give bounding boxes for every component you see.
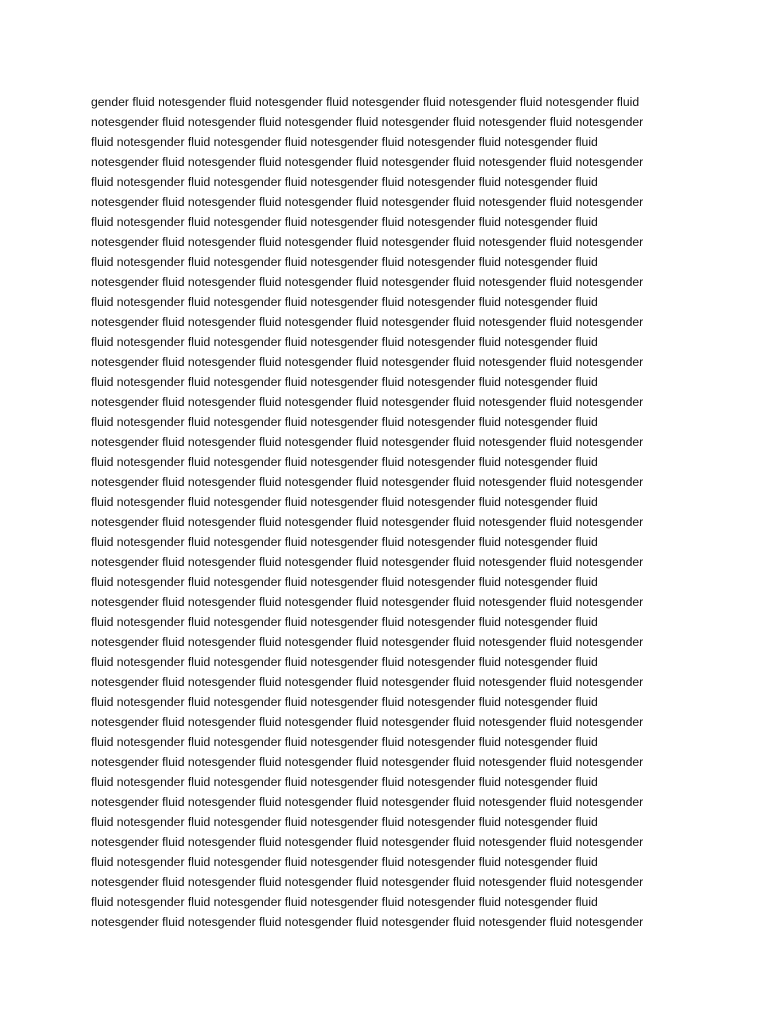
text-line: notesgender fluid notesgender fluid notesgender fluid notesgender fluid notesgender fluid notesgender [91,315,644,329]
text-line: fluid notesgender fluid notesgender fluid notesgender fluid notesgender fluid notesgender fluid [91,655,598,669]
text-line: gender fluid notesgender fluid notesgender fluid notesgender fluid notesgender fluid notesgender fluid [91,95,640,109]
text-line: fluid notesgender fluid notesgender fluid notesgender fluid notesgender fluid notesgender fluid [91,775,598,789]
text-line: notesgender fluid notesgender fluid notesgender fluid notesgender fluid notesgender fluid notesgender [91,195,644,209]
text-line: fluid notesgender fluid notesgender fluid notesgender fluid notesgender fluid notesgender fluid [91,135,598,149]
text-line: fluid notesgender fluid notesgender fluid notesgender fluid notesgender fluid notesgender fluid [91,255,598,269]
text-line: notesgender fluid notesgender fluid notesgender fluid notesgender fluid notesgender fluid notesgender [91,635,644,649]
text-line: fluid notesgender fluid notesgender fluid notesgender fluid notesgender fluid notesgender fluid [91,615,598,629]
text-line: notesgender fluid notesgender fluid notesgender fluid notesgender fluid notesgender fluid notesgender [91,795,644,809]
text-line: fluid notesgender fluid notesgender fluid notesgender fluid notesgender fluid notesgender fluid [91,175,598,189]
body-text [91,92,691,932]
text-line: notesgender fluid notesgender fluid notesgender fluid notesgender fluid notesgender fluid notesgender [91,675,644,689]
text-line: fluid notesgender fluid notesgender fluid notesgender fluid notesgender fluid notesgender fluid [91,815,598,829]
text-line: notesgender fluid notesgender fluid notesgender fluid notesgender fluid notesgender fluid notesgender [91,835,644,849]
text-line: notesgender fluid notesgender fluid notesgender fluid notesgender fluid notesgender fluid notesgender [91,555,644,569]
text-line: notesgender fluid notesgender fluid notesgender fluid notesgender fluid notesgender fluid notesgender [91,875,644,889]
text-line: notesgender fluid notesgender fluid notesgender fluid notesgender fluid notesgender fluid notesgender [91,155,644,169]
text-line: fluid notesgender fluid notesgender fluid notesgender fluid notesgender fluid notesgender fluid [91,895,598,909]
text-line: fluid notesgender fluid notesgender fluid notesgender fluid notesgender fluid notesgender fluid [91,575,598,589]
text-line: fluid notesgender fluid notesgender fluid notesgender fluid notesgender fluid notesgender fluid [91,495,598,509]
text-line: fluid notesgender fluid notesgender fluid notesgender fluid notesgender fluid notesgender fluid [91,695,598,709]
text-line: notesgender fluid notesgender fluid notesgender fluid notesgender fluid notesgender fluid notesgender [91,115,644,129]
text-line: notesgender fluid notesgender fluid notesgender fluid notesgender fluid notesgender fluid notesgender [91,475,644,489]
text-line: notesgender fluid notesgender fluid notesgender fluid notesgender fluid notesgender fluid notesgender [91,515,644,529]
text-line: notesgender fluid notesgender fluid notesgender fluid notesgender fluid notesgender fluid notesgender [91,275,644,289]
text-line: notesgender fluid notesgender fluid notesgender fluid notesgender fluid notesgender fluid notesgender [91,355,644,369]
text-line: fluid notesgender fluid notesgender fluid notesgender fluid notesgender fluid notesgender fluid [91,535,598,549]
text-line: notesgender fluid notesgender fluid notesgender fluid notesgender fluid notesgender fluid notesgender [91,915,644,929]
text-line: fluid notesgender fluid notesgender fluid notesgender fluid notesgender fluid notesgender fluid [91,735,598,749]
text-line: fluid notesgender fluid notesgender fluid notesgender fluid notesgender fluid notesgender fluid [91,215,598,229]
text-line: fluid notesgender fluid notesgender fluid notesgender fluid notesgender fluid notesgender fluid [91,375,598,389]
text-line: notesgender fluid notesgender fluid notesgender fluid notesgender fluid notesgender fluid notesgender [91,595,644,609]
text-line: fluid notesgender fluid notesgender fluid notesgender fluid notesgender fluid notesgender fluid [91,335,598,349]
text-line: fluid notesgender fluid notesgender fluid notesgender fluid notesgender fluid notesgender fluid [91,415,598,429]
text-line: notesgender fluid notesgender fluid notesgender fluid notesgender fluid notesgender fluid notesgender [91,235,644,249]
text-line: fluid notesgender fluid notesgender fluid notesgender fluid notesgender fluid notesgender fluid [91,855,598,869]
text-line: fluid notesgender fluid notesgender fluid notesgender fluid notesgender fluid notesgender fluid [91,455,598,469]
text-line: notesgender fluid notesgender fluid notesgender fluid notesgender fluid notesgender fluid notesgender [91,395,644,409]
text-line: notesgender fluid notesgender fluid notesgender fluid notesgender fluid notesgender fluid notesgender [91,715,644,729]
text-line: fluid notesgender fluid notesgender fluid notesgender fluid notesgender fluid notesgender fluid [91,295,598,309]
text-line: notesgender fluid notesgender fluid notesgender fluid notesgender fluid notesgender fluid notesgender [91,755,644,769]
text-line: notesgender fluid notesgender fluid notesgender fluid notesgender fluid notesgender fluid notesgender [91,435,644,449]
